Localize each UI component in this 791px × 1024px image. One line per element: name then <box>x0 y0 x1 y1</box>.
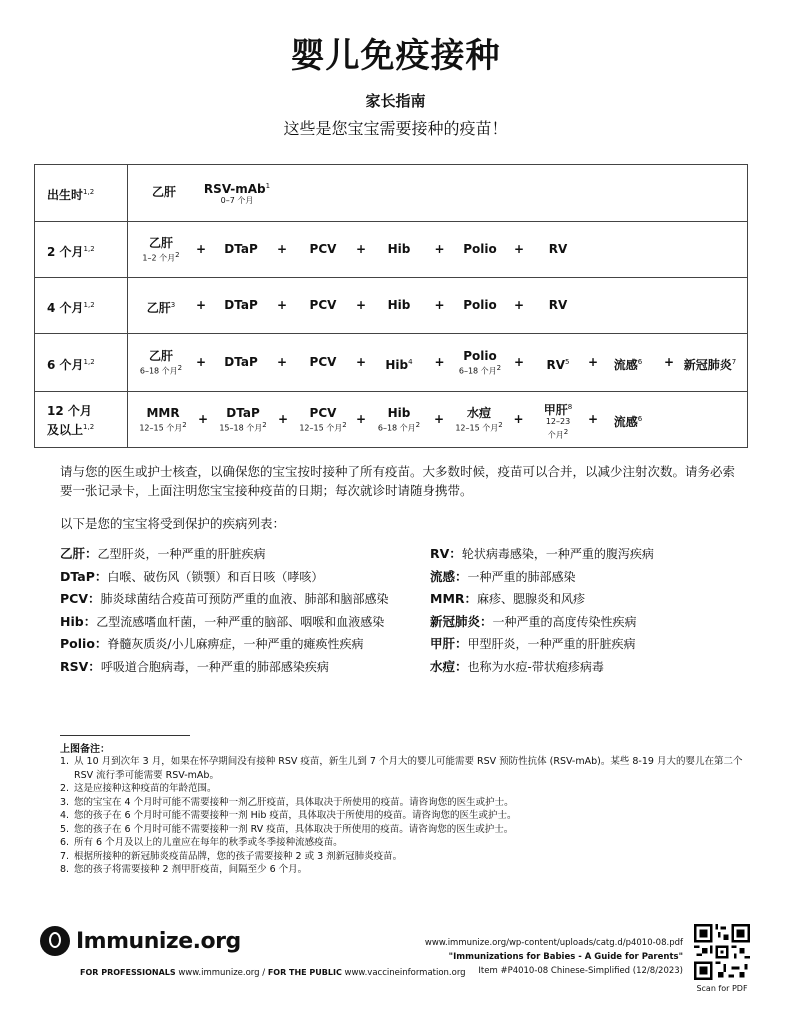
age-text: 2 个月 <box>47 244 84 259</box>
vaccine-name: RV <box>548 298 568 312</box>
vaccine-cell <box>299 406 346 434</box>
qr-caption: Scan for PDF <box>696 984 748 993</box>
plus-sign: + <box>433 412 445 426</box>
disease-list-heading: 以下是您的宝宝将受到保护的疾病列表： <box>60 516 286 531</box>
age-footnote: 1,2 <box>83 422 95 431</box>
age-label <box>35 278 128 334</box>
age-range-footnote: 2 <box>498 421 503 429</box>
disease-item <box>60 543 389 566</box>
vaccine-name: Polio <box>463 349 497 363</box>
vaccine-age-range <box>140 363 182 377</box>
vaccine-footnote: 1 <box>265 182 271 190</box>
note-item <box>60 863 750 877</box>
for-professionals-label: FOR PROFESSIONALS <box>80 968 176 977</box>
age-label <box>35 392 128 448</box>
schedule-row <box>35 165 747 221</box>
disease-desc: 肺炎球菌结合疫苗可预防严重的血液、肺部和脑部感染 <box>100 592 389 606</box>
vaccine-cell <box>219 406 266 434</box>
immunize-logo[interactable] <box>40 926 241 956</box>
vaccine-name: MMR <box>146 406 180 420</box>
disease-term: 水痘： <box>430 658 468 674</box>
note-text: 所有 6 个月及以上的儿童应在每年的秋季或冬季接种流感疫苗。 <box>74 837 343 848</box>
for-public-label: FOR THE PUBLIC <box>267 968 342 977</box>
vaccine-name: Polio <box>463 298 497 312</box>
vaccine-footnote: 4 <box>408 358 413 366</box>
vaccine-name: 乙肝 <box>146 301 171 315</box>
vaccine-age-range <box>378 420 420 434</box>
disease-item <box>430 588 654 611</box>
disease-term: 甲肝： <box>430 636 468 651</box>
age-text: 12 个月 <box>47 403 92 418</box>
vaccine-name: 乙肝 <box>148 349 173 363</box>
vaccine-name: Polio <box>463 242 497 256</box>
age-range-text: 6–18 个月 <box>377 423 416 433</box>
plus-sign: + <box>195 242 207 256</box>
page-tagline: 这些是您宝宝需要接种的疫苗！ <box>283 119 508 138</box>
plus-sign: + <box>197 412 209 426</box>
plus-sign: + <box>434 298 445 312</box>
age-footnote: 1,2 <box>83 357 95 366</box>
disease-term: RV： <box>430 546 462 561</box>
note-text: 这是应接种这种疫苗的年龄范围。 <box>74 783 217 794</box>
notes-title: 上图备注： <box>60 744 110 755</box>
intro-paragraph: 请与您的医生或护士核查，以确保您的宝宝按时接种了所有疫苗。大多数时候，疫苗可以合并，以减少注射次数。请务必索要一张记录卡，上面注明您宝宝接种疫苗的日期；每次就诊时请随身携带。 <box>60 464 736 498</box>
vaccine-cell <box>544 400 572 441</box>
age-text: 6 个月 <box>47 357 84 372</box>
note-number: 7. <box>60 850 70 862</box>
vaccine-age-range <box>142 250 179 264</box>
vaccine-name: 流感 <box>613 415 638 429</box>
age-range-footnote: 2 <box>342 421 347 429</box>
plus-sign: + <box>513 242 525 256</box>
plus-sign: + <box>587 355 599 369</box>
vaccine-age-range <box>219 420 266 434</box>
vaccine-cell <box>549 298 568 312</box>
note-number: 1. <box>60 756 70 767</box>
disease-term: PCV： <box>60 591 101 606</box>
disease-term: Hib： <box>60 613 97 629</box>
plus-sign: + <box>434 355 445 369</box>
plus-sign: + <box>355 242 367 256</box>
plus-sign: + <box>587 412 599 426</box>
age-range-text: 12–23 <box>545 417 571 426</box>
note-item <box>60 850 750 864</box>
vaccine-age-range <box>455 420 502 434</box>
vaccine-cell <box>310 298 337 312</box>
item-number: Item #P4010-08 Chinese-Simplified (12/8/2023) <box>478 966 683 976</box>
vaccine-name: RV <box>548 242 568 256</box>
qr-code-icon[interactable] <box>694 924 750 980</box>
disease-desc: 甲型肝炎，一种严重的肝脏疾病 <box>467 637 636 651</box>
vaccine-cell <box>310 355 337 369</box>
age-range-text: 0–7 个月 <box>220 196 254 205</box>
vaccine-cell <box>549 242 568 256</box>
vaccine-cell <box>140 349 182 377</box>
vaccine-cell <box>152 185 176 199</box>
vaccine-cell <box>147 298 175 315</box>
vaccine-cell <box>388 298 411 312</box>
age-range-footnote: 2 <box>182 421 187 429</box>
note-item <box>60 823 750 837</box>
age-footnote: 1,2 <box>83 300 95 309</box>
note-number: 2. <box>60 783 70 794</box>
vaccine-cell <box>547 355 570 372</box>
vaccine-cell <box>684 355 736 372</box>
plus-sign: + <box>277 412 289 426</box>
vaccine-name: Hib <box>387 298 411 312</box>
vaccine-name: Hib <box>387 242 411 256</box>
note-item <box>60 796 750 810</box>
vaccine-cell <box>224 355 258 369</box>
vaccine-cell <box>310 242 337 256</box>
disease-term: RSV： <box>60 658 101 674</box>
age-range-text: 12–15 个月 <box>299 423 343 433</box>
disease-item <box>60 656 389 679</box>
schedule-row <box>35 391 747 448</box>
vaccine-age-range <box>204 196 270 206</box>
doc-title: "Immunizations for Babies - A Guide for Parents" <box>448 952 683 962</box>
vaccine-name: 流感 <box>613 358 638 372</box>
vaccine-cell <box>204 179 270 206</box>
vaccine-cell <box>224 242 258 256</box>
vaccine-footnote: 6 <box>637 358 643 366</box>
vaccine-cell <box>463 298 497 312</box>
plus-sign: + <box>513 412 524 426</box>
plus-sign: + <box>195 298 207 312</box>
schedule-row <box>35 221 747 278</box>
disease-desc: 白喉、破伤风（锁颚）和百日咳（哮咳） <box>107 569 324 584</box>
vaccine-name: PCV <box>309 406 337 420</box>
vaccine-cell <box>142 236 179 264</box>
vaccine-cell <box>455 406 502 434</box>
vaccine-age-range <box>459 363 501 377</box>
age-range-footnote: 2 <box>415 421 421 429</box>
plus-sign: + <box>276 298 288 312</box>
vaccine-name: PCV <box>309 242 337 256</box>
footer-separator: / <box>262 968 266 978</box>
disease-desc: 麻疹、腮腺炎和风疹 <box>477 592 586 606</box>
disease-desc: 乙型肝炎，一种严重的肝脏疾病 <box>97 547 266 561</box>
notes-list <box>60 755 750 877</box>
disease-term: MMR： <box>430 591 478 606</box>
plus-sign: + <box>663 355 675 369</box>
note-number: 8. <box>60 864 70 875</box>
age-range-text: 6–18 个月 <box>139 366 178 376</box>
age-range-text-2: 个月 <box>547 430 564 440</box>
immunize-logo-icon <box>40 926 70 956</box>
page-subtitle: 家长指南 <box>365 92 426 110</box>
age-range-text: 12–15 个月 <box>139 423 183 433</box>
vaccine-footnote: 8 <box>567 403 573 411</box>
vaccine-cell <box>463 242 497 256</box>
disease-term: DTaP： <box>60 568 108 584</box>
disease-term: 乙肝： <box>60 546 98 561</box>
plus-sign: + <box>355 355 367 369</box>
note-text: 根据所接种的新冠肺炎疫苗品牌，您的孩子需要接种 2 或 3 剂新冠肺炎疫苗。 <box>74 850 403 862</box>
vaccine-name: 新冠肺炎 <box>683 358 732 372</box>
age-footnote: 1,2 <box>83 244 95 253</box>
disease-item <box>60 633 389 656</box>
vaccine-cell <box>224 298 258 312</box>
disease-item <box>430 543 654 566</box>
disease-item <box>430 566 654 589</box>
age-text: 出生时 <box>47 187 84 202</box>
plus-sign: + <box>434 242 445 256</box>
disease-desc: 轮状病毒感染，一种严重的腹泻疾病 <box>461 547 654 561</box>
vaccine-cell <box>385 355 412 372</box>
vaccine-name: 甲肝 <box>543 403 568 417</box>
age-range-text: 1–2 个月 <box>142 253 176 263</box>
vaccine-cell <box>139 406 186 434</box>
pdf-url[interactable]: www.immunize.org/wp-content/uploads/catg.d/p4010-08.pdf <box>424 938 683 948</box>
note-number: 4. <box>60 810 70 821</box>
vaccine-name: DTaP <box>224 355 258 369</box>
age-range-footnote: 2 <box>496 364 502 372</box>
disease-term: 流感： <box>430 568 468 584</box>
plus-sign: + <box>276 355 288 369</box>
vaccine-cell <box>614 355 642 372</box>
vaccine-age-range <box>544 417 572 441</box>
vaccine-name: DTaP <box>224 242 258 256</box>
note-text: 您的宝宝在 4 个月时可能不需要接种一剂乙肝疫苗，具体取决于所使用的疫苗。请咨询您的医生或护士。 <box>74 796 514 808</box>
logo-text: Immunize.org <box>76 928 241 954</box>
page-title: 婴儿免疫接种 <box>290 36 501 76</box>
note-item <box>60 836 750 850</box>
note-number: 5. <box>60 823 70 835</box>
vaccine-age-range <box>139 420 186 434</box>
vaccine-cell <box>388 242 411 256</box>
age-range-footnote: 2 <box>262 421 267 429</box>
age-range-text: 12–15 个月 <box>455 423 499 433</box>
vaccine-name: DTaP <box>226 406 260 420</box>
note-number: 6. <box>60 837 70 848</box>
vaccine-name: RV <box>546 358 566 372</box>
vaccine-name: 水痘 <box>466 406 491 420</box>
disease-item <box>430 633 654 656</box>
disease-desc: 呼吸道合胞病毒，一种严重的肺部感染疾病 <box>100 659 329 674</box>
disease-item <box>60 611 389 634</box>
schedule-row <box>35 333 747 392</box>
age-label <box>35 165 128 221</box>
note-text: 您的孩子将需要接种 2 剂甲肝疫苗，间隔至少 6 个月。 <box>74 864 308 875</box>
vaccine-cell <box>459 349 501 377</box>
age-label <box>35 334 128 392</box>
note-text: 您的孩子在 6 个月时可能不需要接种一剂 RV 疫苗，具体取决于所使用的疫苗。请咨询您的医生或护士。 <box>74 823 514 835</box>
age-label <box>35 222 128 278</box>
vaccine-cell <box>378 406 420 434</box>
vaccine-name: Hib <box>387 406 411 420</box>
disease-item <box>430 656 654 679</box>
age-text-line2: 及以上 <box>47 422 84 437</box>
age-text: 4 个月 <box>47 300 84 315</box>
vaccine-name: 乙肝 <box>148 236 174 250</box>
note-text: 您的孩子在 6 个月时可能不需要接种一剂 Hib 疫苗，具体取决于所使用的疫苗。请咨询您的医生或护士。 <box>74 810 517 821</box>
vaccine-name: RSV-mAb <box>203 182 266 196</box>
age-range-footnote: 2 <box>563 428 569 436</box>
disease-desc: 一种严重的高度传染性疾病 <box>492 614 637 629</box>
disease-term: 新冠肺炎： <box>430 613 493 629</box>
disease-desc: 脊髓灰质炎/小儿麻痹症，一种严重的瘫痪性疾病 <box>107 637 364 651</box>
age-range-text: 6–18 个月 <box>458 366 497 376</box>
note-item <box>60 755 750 782</box>
note-item <box>60 782 750 796</box>
plus-sign: + <box>276 242 288 256</box>
note-number: 3. <box>60 796 70 808</box>
plus-sign: + <box>195 355 207 369</box>
vaccine-footnote: 7 <box>731 358 737 366</box>
disease-item <box>430 611 654 634</box>
schedule-table <box>34 164 748 448</box>
vaccine-footnote: 3 <box>170 301 176 309</box>
vaccine-age-range <box>299 420 346 434</box>
vaccine-name: PCV <box>309 298 337 312</box>
disease-item <box>60 566 389 589</box>
notes-divider <box>60 735 190 736</box>
vaccine-name: DTaP <box>224 298 258 312</box>
plus-sign: + <box>513 298 525 312</box>
note-text: 从 10 月到次年 3 月，如果在怀孕期间没有接种 RSV 疫苗，新生儿到 7 个月大的婴儿可能需要 RSV 预防性抗体 (RSV-mAb)。某些 8-19 月大的婴儿在第二个 RSV 流行季可能需要 RSV-mAb。 <box>74 756 743 781</box>
footer-doc-info <box>425 936 683 978</box>
vaccine-name: 乙肝 <box>151 185 177 199</box>
vaccine-footnote: 6 <box>637 415 643 423</box>
disease-item <box>60 588 389 611</box>
plus-sign: + <box>355 298 367 312</box>
vaccine-cell <box>614 412 642 429</box>
disease-term: Polio： <box>60 636 108 651</box>
age-range-footnote: 2 <box>175 251 180 259</box>
age-range-text: 15–18 个月 <box>219 423 263 433</box>
plus-sign: + <box>355 412 367 426</box>
disease-list-left <box>60 543 389 678</box>
schedule-row <box>35 277 747 334</box>
plus-sign: + <box>513 355 525 369</box>
disease-desc: 也称为水痘-带状疱疹病毒 <box>467 659 604 674</box>
disease-desc: 一种严重的肺部感染 <box>467 569 576 584</box>
professionals-link[interactable]: www.immunize.org <box>178 968 260 978</box>
age-footnote: 1,2 <box>83 187 95 196</box>
disease-desc: 乙型流感嗜血杆菌，一种严重的脑部、咽喉和血液感染 <box>96 614 385 629</box>
vaccine-name: PCV <box>309 355 337 369</box>
vaccine-name: Hib <box>385 358 409 372</box>
disease-list-right <box>430 543 654 678</box>
vaccine-footnote: 5 <box>565 358 570 366</box>
note-item <box>60 809 750 823</box>
public-link[interactable]: www.vaccineinformation.org <box>344 968 466 978</box>
footer-links <box>80 968 466 978</box>
age-range-footnote: 2 <box>177 364 183 372</box>
